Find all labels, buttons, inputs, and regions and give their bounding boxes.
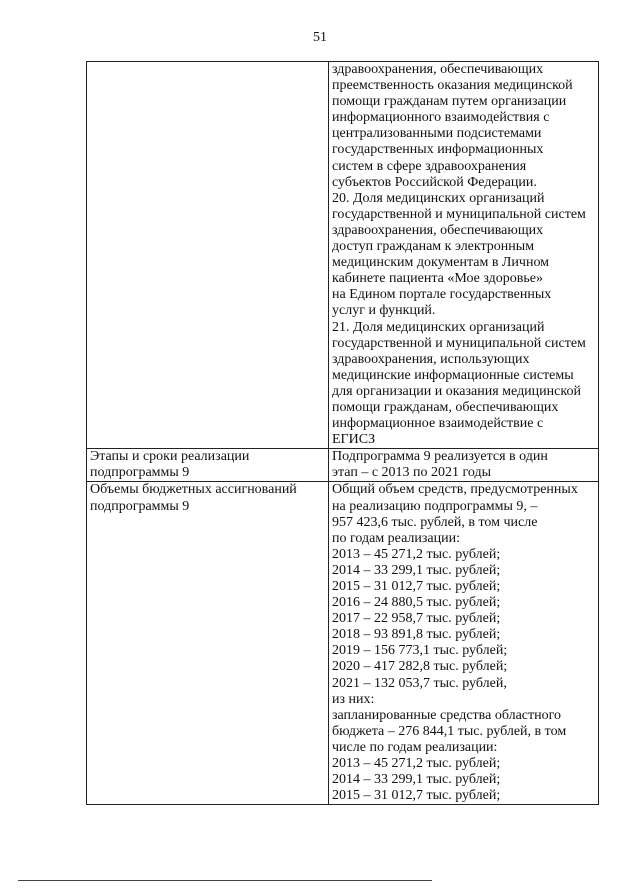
text-line: на реализацию подпрограммы 9, – [332,498,538,514]
table-row [87,449,599,482]
text-line: на Едином портале государственных [332,287,552,303]
text-line: 21. Доля медицинских организаций [332,319,545,335]
text-line: ЕГИСЗ [332,432,376,448]
text-line: 2020 – 417 282,8 тыс. рублей; [332,659,508,675]
text-line: запланированные средства областного [332,707,562,723]
text-line: Подпрограмма 9 реализуется в один [332,449,548,465]
text-line: государственной и муниципальной систем [332,335,586,351]
row-value-cell [329,449,599,482]
text-line: этап – с 2013 по 2021 годы [332,465,492,481]
text-line: 20. Доля медицинских организаций [332,190,545,206]
text-line: числе по годам реализации: [332,739,498,755]
text-line: 2019 – 156 773,1 тыс. рублей; [332,643,508,659]
row-value-cell [329,62,599,449]
row-value-cell [329,482,599,805]
row-label-cell [87,62,329,449]
bottom-divider [18,880,432,881]
text-line: субъектов Российской Федерации. [332,174,537,190]
text-line: информационного взаимодействия с [332,110,550,126]
text-line: здравоохранения, использующих [332,351,530,367]
text-line: Общий объем средств, предусмотренных [332,482,578,498]
table-row [87,482,599,805]
text-line: помощи гражданам, обеспечивающих [332,399,559,415]
text-line: Этапы и сроки реализации [90,449,250,465]
text-line: 2015 – 31 012,7 тыс. рублей; [332,579,501,594]
text-line: 2018 – 93 891,8 тыс. рублей; [332,627,501,643]
text-line: 957 423,6 тыс. рублей, в том числе [332,514,538,530]
text-line: систем в сфере здравоохранения [332,158,527,174]
text-line: 2015 – 31 012,7 тыс. рублей; [332,788,501,804]
text-line: 2014 – 33 299,1 тыс. рублей; [332,562,501,578]
passport-table [86,61,599,805]
text-line: здравоохранения, обеспечивающих [332,62,544,77]
text-line: подпрограммы 9 [90,498,190,514]
text-line: 2013 – 45 271,2 тыс. рублей; [332,546,501,562]
row-label-cell [87,482,329,805]
text-line: 2014 – 33 299,1 тыс. рублей; [332,772,501,788]
text-line: помощи гражданам путем организации [332,94,567,110]
text-line: государственных информационных [332,142,544,158]
text-line: 2017 – 22 958,7 тыс. рублей; [332,611,501,627]
row-label-cell [87,449,329,482]
text-line: бюджета – 276 844,1 тыс. рублей, в том [332,723,567,739]
text-line: преемственность оказания медицинской [332,78,573,94]
page-number: 51 [313,30,327,45]
text-line: 2013 – 45 271,2 тыс. рублей; [332,756,501,772]
text-line: доступ гражданам к электронным [332,239,535,255]
text-line: услуг и функций. [332,303,436,319]
text-line: 2021 – 132 053,7 тыс. рублей, [332,675,507,691]
text-line: подпрограммы 9 [90,465,190,481]
text-line: информационное взаимодействие с [332,416,544,432]
text-line: кабинете пациента «Мое здоровье» [332,271,543,287]
text-line: медицинские информационные системы [332,367,574,383]
text-line: 2016 – 24 880,5 тыс. рублей; [332,595,501,611]
text-line: Объемы бюджетных ассигнований [90,482,297,498]
text-line: государственной и муниципальной систем [332,206,586,222]
text-line: централизованными подсистемами [332,126,542,142]
text-line: медицинским документам в Личном [332,255,550,271]
text-line: по годам реализации: [332,530,460,546]
text-line: для организации и оказания медицинской [332,383,581,399]
text-line: здравоохранения, обеспечивающих [332,222,544,238]
table-row [87,62,599,449]
text-line: из них: [332,691,375,707]
